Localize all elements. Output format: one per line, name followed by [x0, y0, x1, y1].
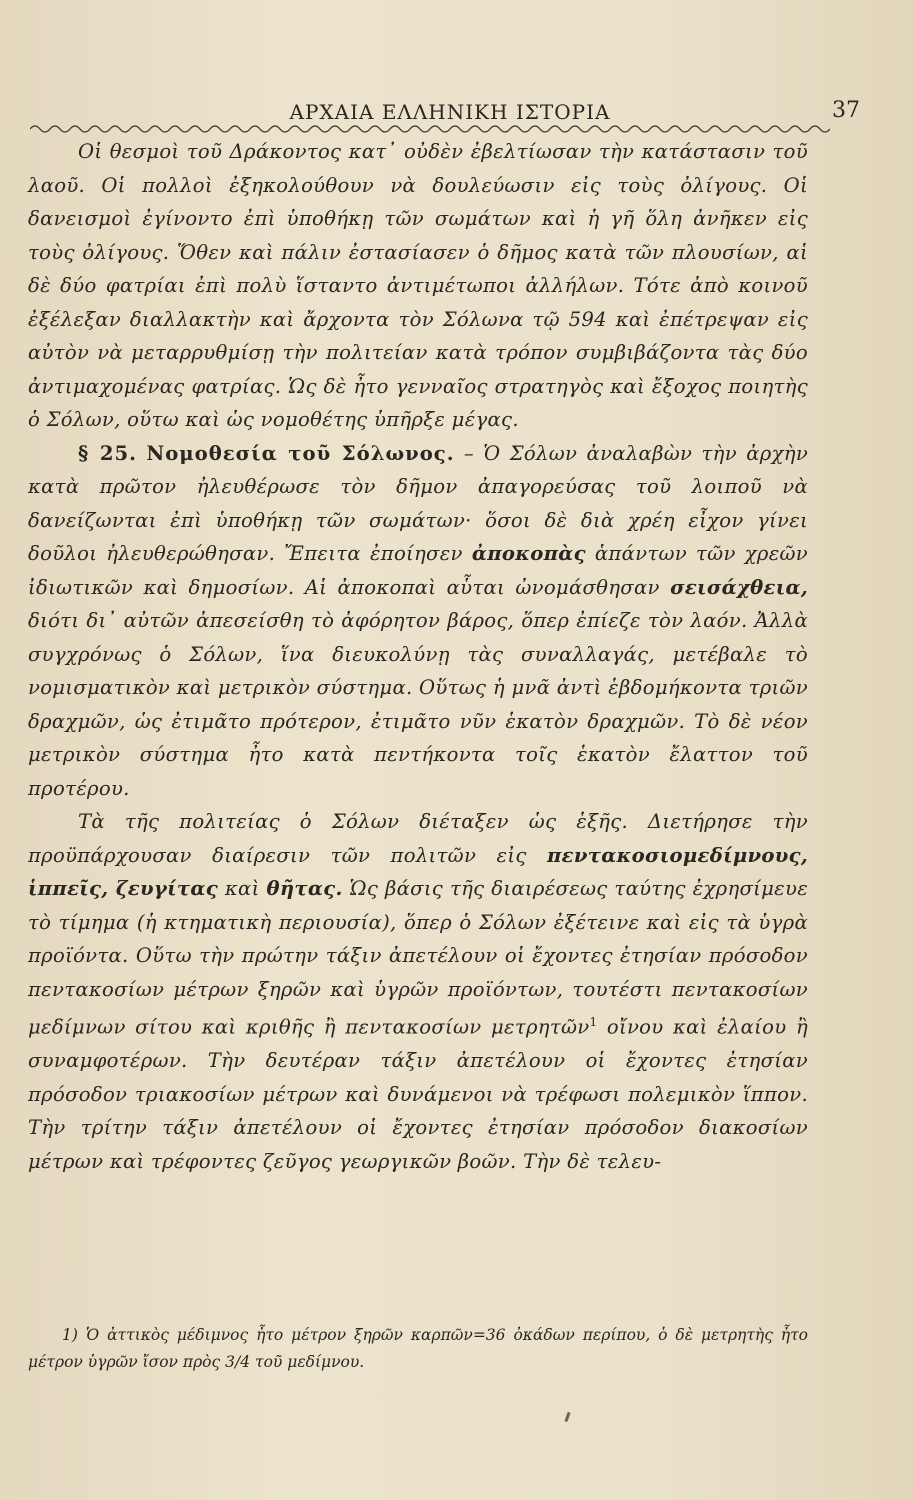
- classes-text-d: οἴνου καὶ ἐλαίου ἢ συναμφοτέρων. Τὴν δευτέραν τάξιν ἀπετέλουν οἱ ἔχοντες ἐτησίαν πρόσοδον τριακοσίων μέτρων καὶ δυνάμενοι νὰ τρέφωσι πολεμικὸν ἵππον. Τὴν τρίτην τάξιν ἀπετέλουν οἱ ἔχοντες ἐτησίαν πρόσοδον διακοσίων μέτρων καὶ τρέφοντες ζεῦγος γεωργικῶν βοῶν. Τὴν δὲ τελευ-: [28, 1015, 808, 1173]
- section-heading: Νομοθεσία τοῦ Σόλωνος.: [146, 441, 455, 465]
- main-text: [28, 135, 808, 1178]
- term-seisachtheia: σεισάχθεια,: [670, 575, 809, 599]
- paragraph-solon-laws: [28, 437, 808, 806]
- section-text-b: ἁπάντων τῶν χρεῶν ἰδιωτικῶν καὶ δημοσίων. Αἱ ἀποκοπαὶ αὗται ὠνομάσθησαν: [28, 542, 809, 599]
- classes-text-c: Ὡς βάσις τῆς διαιρέσεως ταύτης ἐχρησίμευε τὸ τίμημα (ἡ κτηματικὴ περιουσία), ὅπερ ὁ Σόλων ἐξέτεινε καὶ εἰς τὰ ὑγρὰ προϊόντα. Οὕτω τὴν πρώτην τάξιν ἀπετέλουν οἱ ἔχοντες ἐτησίαν πρόσοδον πεντακοσίων μέτρων ξηρῶν καὶ ὑγρῶν προϊόντων, τουτέστι πεντακοσίων μεδίμνων σίτου καὶ κριθῆς ἢ πεντακοσίων μετρητῶν: [28, 877, 809, 1039]
- paragraph-draco: Οἱ θεσμοὶ τοῦ Δράκοντος κατ᾿ οὐδὲν ἐβελτίωσαν τὴν κατάστασιν τοῦ λαοῦ. Οἱ πολλοὶ ἐξηκολούθουν νὰ δουλεύωσιν εἰς τοὺς ὀλίγους. Οἱ δανεισμοὶ ἐγίνοντο ἐπὶ ὑποθήκῃ τῶν σωμάτων καὶ ἡ γῆ ὅλη ἀνῆκεν εἰς τοὺς ὀλίγους. Ὅθεν καὶ πάλιν ἐστασίασεν ὁ δῆμος κατὰ τῶν πλουσίων, αἱ δὲ δύο φατρίαι ἐπὶ πολὺ ἵσταντο ἀντιμέτωποι ἀλλήλων. Τότε ἀπὸ κοινοῦ ἐξέλεξαν διαλλακτὴν καὶ ἄρχοντα τὸν Σόλωνα τῷ 594 καὶ ἐπέτρεψαν εἰς αὐτὸν νὰ μεταρρυθμίσῃ τὴν πολιτείαν κατὰ τρόπον συμβιβάζοντα τὰς δύο ἀντιμαχομένας φατρίας. Ὡς δὲ ἦτο γενναῖος στρατηγὸς καὶ ἔξοχος ποιητὴς ὁ Σόλων, οὕτω καὶ ὡς νομοθέτης ὑπῆρξε μέγας.: [28, 140, 808, 431]
- term-thetas: θῆτας.: [266, 877, 343, 900]
- ornamental-wavy-rule: [30, 122, 830, 136]
- section-text-c: διότι δι᾿ αὐτῶν ἀπεσείσθη τὸ ἀφόρητον βάρος, ὅπερ ἐπίεζε τὸν λαόν. Ἀλλὰ συγχρόνως ὁ Σόλων, ἵνα διευκολύνῃ τὰς συναλλαγάς, μετέβαλε τὸ νομισματικὸν καὶ μετρικὸν σύστημα. Οὕτως ἡ μνᾶ ἀντὶ ἑβδομήκοντα τριῶν δραχμῶν, ὡς ἐτιμᾶτο πρότερον, ἐτιμᾶτο νῦν ἑκατὸν δραχμῶν. Τὸ δὲ νέον μετρικὸν σύστημα ἦτο κατὰ πεντήκοντα τοῖς ἑκατὸν ἔλαττον τοῦ προτέρου.: [28, 609, 808, 800]
- footnote-reference[interactable]: 1: [589, 1015, 598, 1029]
- footnote: [28, 1322, 808, 1376]
- paragraph-classes: [28, 805, 808, 1178]
- section-text-a: – Ὁ Σόλων ἀναλαβὼν τὴν ἀρχὴν κατὰ πρῶτον ἠλευθέρωσε τὸν δῆμον ἀπαγορεύσας τοῦ λοιποῦ νὰ δανείζωνται ἐπὶ ὑποθήκῃ τῶν σωμάτων· ὅσοι δὲ διὰ χρέη εἶχον γίνει δοῦλοι ἠλευθερώθησαν. Ἔπειτα ἐποίησεν: [28, 441, 809, 565]
- classes-text-a: Τὰ τῆς πολιτείας ὁ Σόλων διέταξεν ὡς ἑξῆς. Διετήρησε τὴν προϋπάρχουσαν διαίρεσιν τῶν πολιτῶν εἰς: [28, 810, 808, 867]
- paper-speck: [564, 1412, 570, 1422]
- term-apokopas: ἀποκοπὰς: [471, 542, 586, 565]
- running-title: ΑΡΧΑΙΑ ΕΛΛΗΝΙΚΗ ΙΣΤΟΡΙΑ: [289, 100, 611, 124]
- section-number: § 25.: [78, 441, 137, 465]
- classes-text-b: καὶ: [224, 877, 260, 900]
- term-classes: πεντακοσιομεδίμνους, ἱππεῖς, ζευγίτας: [28, 843, 808, 900]
- footnote-number: 1): [62, 1326, 78, 1344]
- footnote-text: Ὁ ἀττικὸς μέδιμνος ἦτο μέτρον ξηρῶν καρπῶν=36 ὀκάδων περίπου, ὁ δὲ μετρητὴς ἦτο μέτρον ὑγρῶν ἴσον πρὸς 3/4 τοῦ μεδίμνου.: [28, 1326, 808, 1371]
- page-number: 37: [832, 98, 860, 123]
